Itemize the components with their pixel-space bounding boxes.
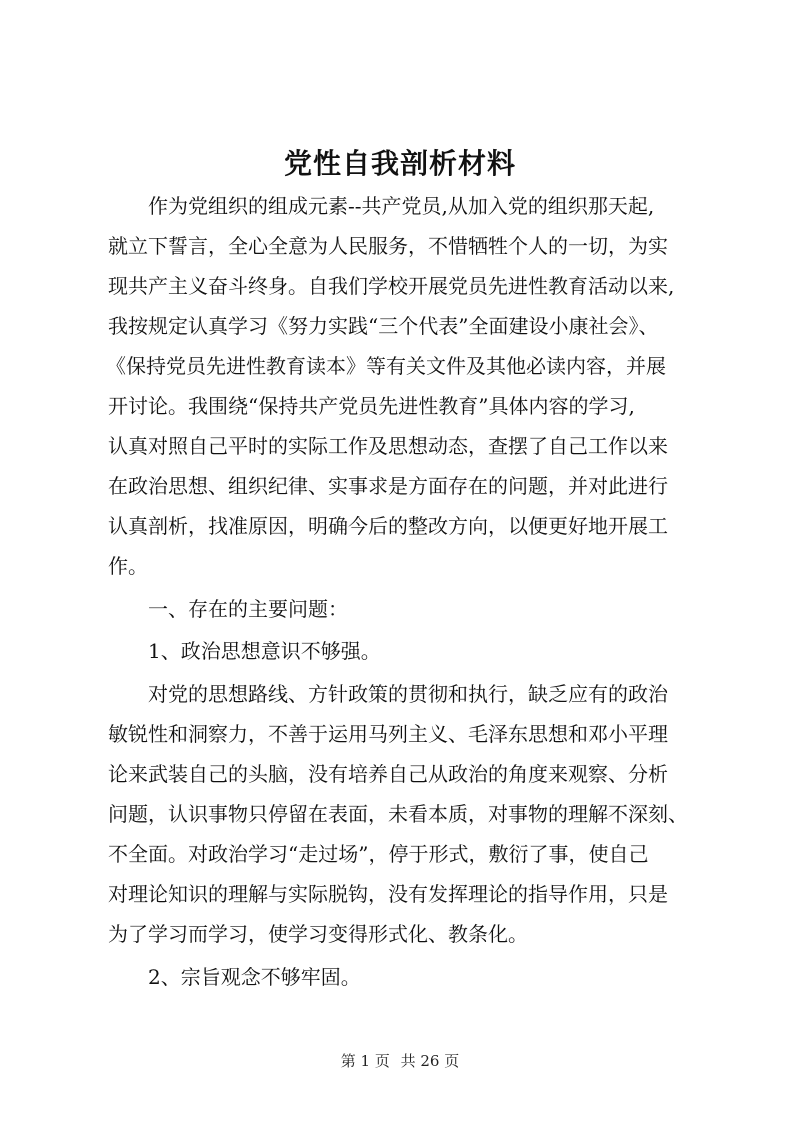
body-line: 我按规定认真学习《努力实践“三个代表”全面建设小康社会》、 <box>108 314 659 338</box>
body-line: 就立下誓言，全心全意为人民服务，不惜牺牲个人的一切，为实 <box>108 234 668 258</box>
subsection-heading: 1、政治思想意识不够强。 <box>148 639 381 663</box>
section-heading: 一、存在的主要问题： <box>148 597 348 621</box>
page-total: 共 26 页 <box>400 1052 460 1070</box>
body-line: 论来武装自己的头脑，没有培养自己从政治的角度来观察、分析 <box>108 762 668 786</box>
subsection-heading: 2、宗旨观念不够牢固。 <box>148 965 361 989</box>
body-line: 作为党组织的组成元素--共产党员,从加入党的组织那天起, <box>148 194 655 218</box>
body-line: 对党的思想路线、方针政策的贯彻和执行，缺乏应有的政治 <box>148 682 668 706</box>
page-number: 第 1 页 <box>340 1052 390 1070</box>
body-line: 现共产主义奋斗终身。自我们学校开展党员先进性教育活动以来, <box>108 274 675 298</box>
body-line: 为了学习而学习，使学习变得形式化、教条化。 <box>108 922 528 946</box>
body-line: 认真剖析，找准原因，明确今后的整改方向，以便更好地开展工 <box>108 514 668 538</box>
body-line: 作。 <box>108 554 148 578</box>
body-line: 认真对照自己平时的实际工作及思想动态，查摆了自己工作以来 <box>108 434 668 458</box>
body-line: 敏锐性和洞察力，不善于运用马列主义、毛泽东思想和邓小平理 <box>108 722 668 746</box>
body-line: 不全面。对政治学习“走过场”，停于形式，敷衍了事，使自己 <box>108 842 649 866</box>
body-line: 对理论知识的理解与实际脱钩，没有发挥理论的指导作用，只是 <box>108 882 668 906</box>
body-line: 在政治思想、组织纪律、实事求是方面存在的问题，并对此进行 <box>108 474 668 498</box>
page-title: 党性自我剖析材料 <box>283 147 516 180</box>
body-line: 开讨论。我围绕“保持共产党员先进性教育”具体内容的学习, <box>108 394 635 418</box>
page-footer <box>0 1050 800 1071</box>
body-line: 《保持党员先进性教育读本》等有关文件及其他必读内容，并展 <box>106 354 666 378</box>
body-line: 问题，认识事物只停留在表面，未看本质，对事物的理解不深刻、 <box>108 802 688 826</box>
